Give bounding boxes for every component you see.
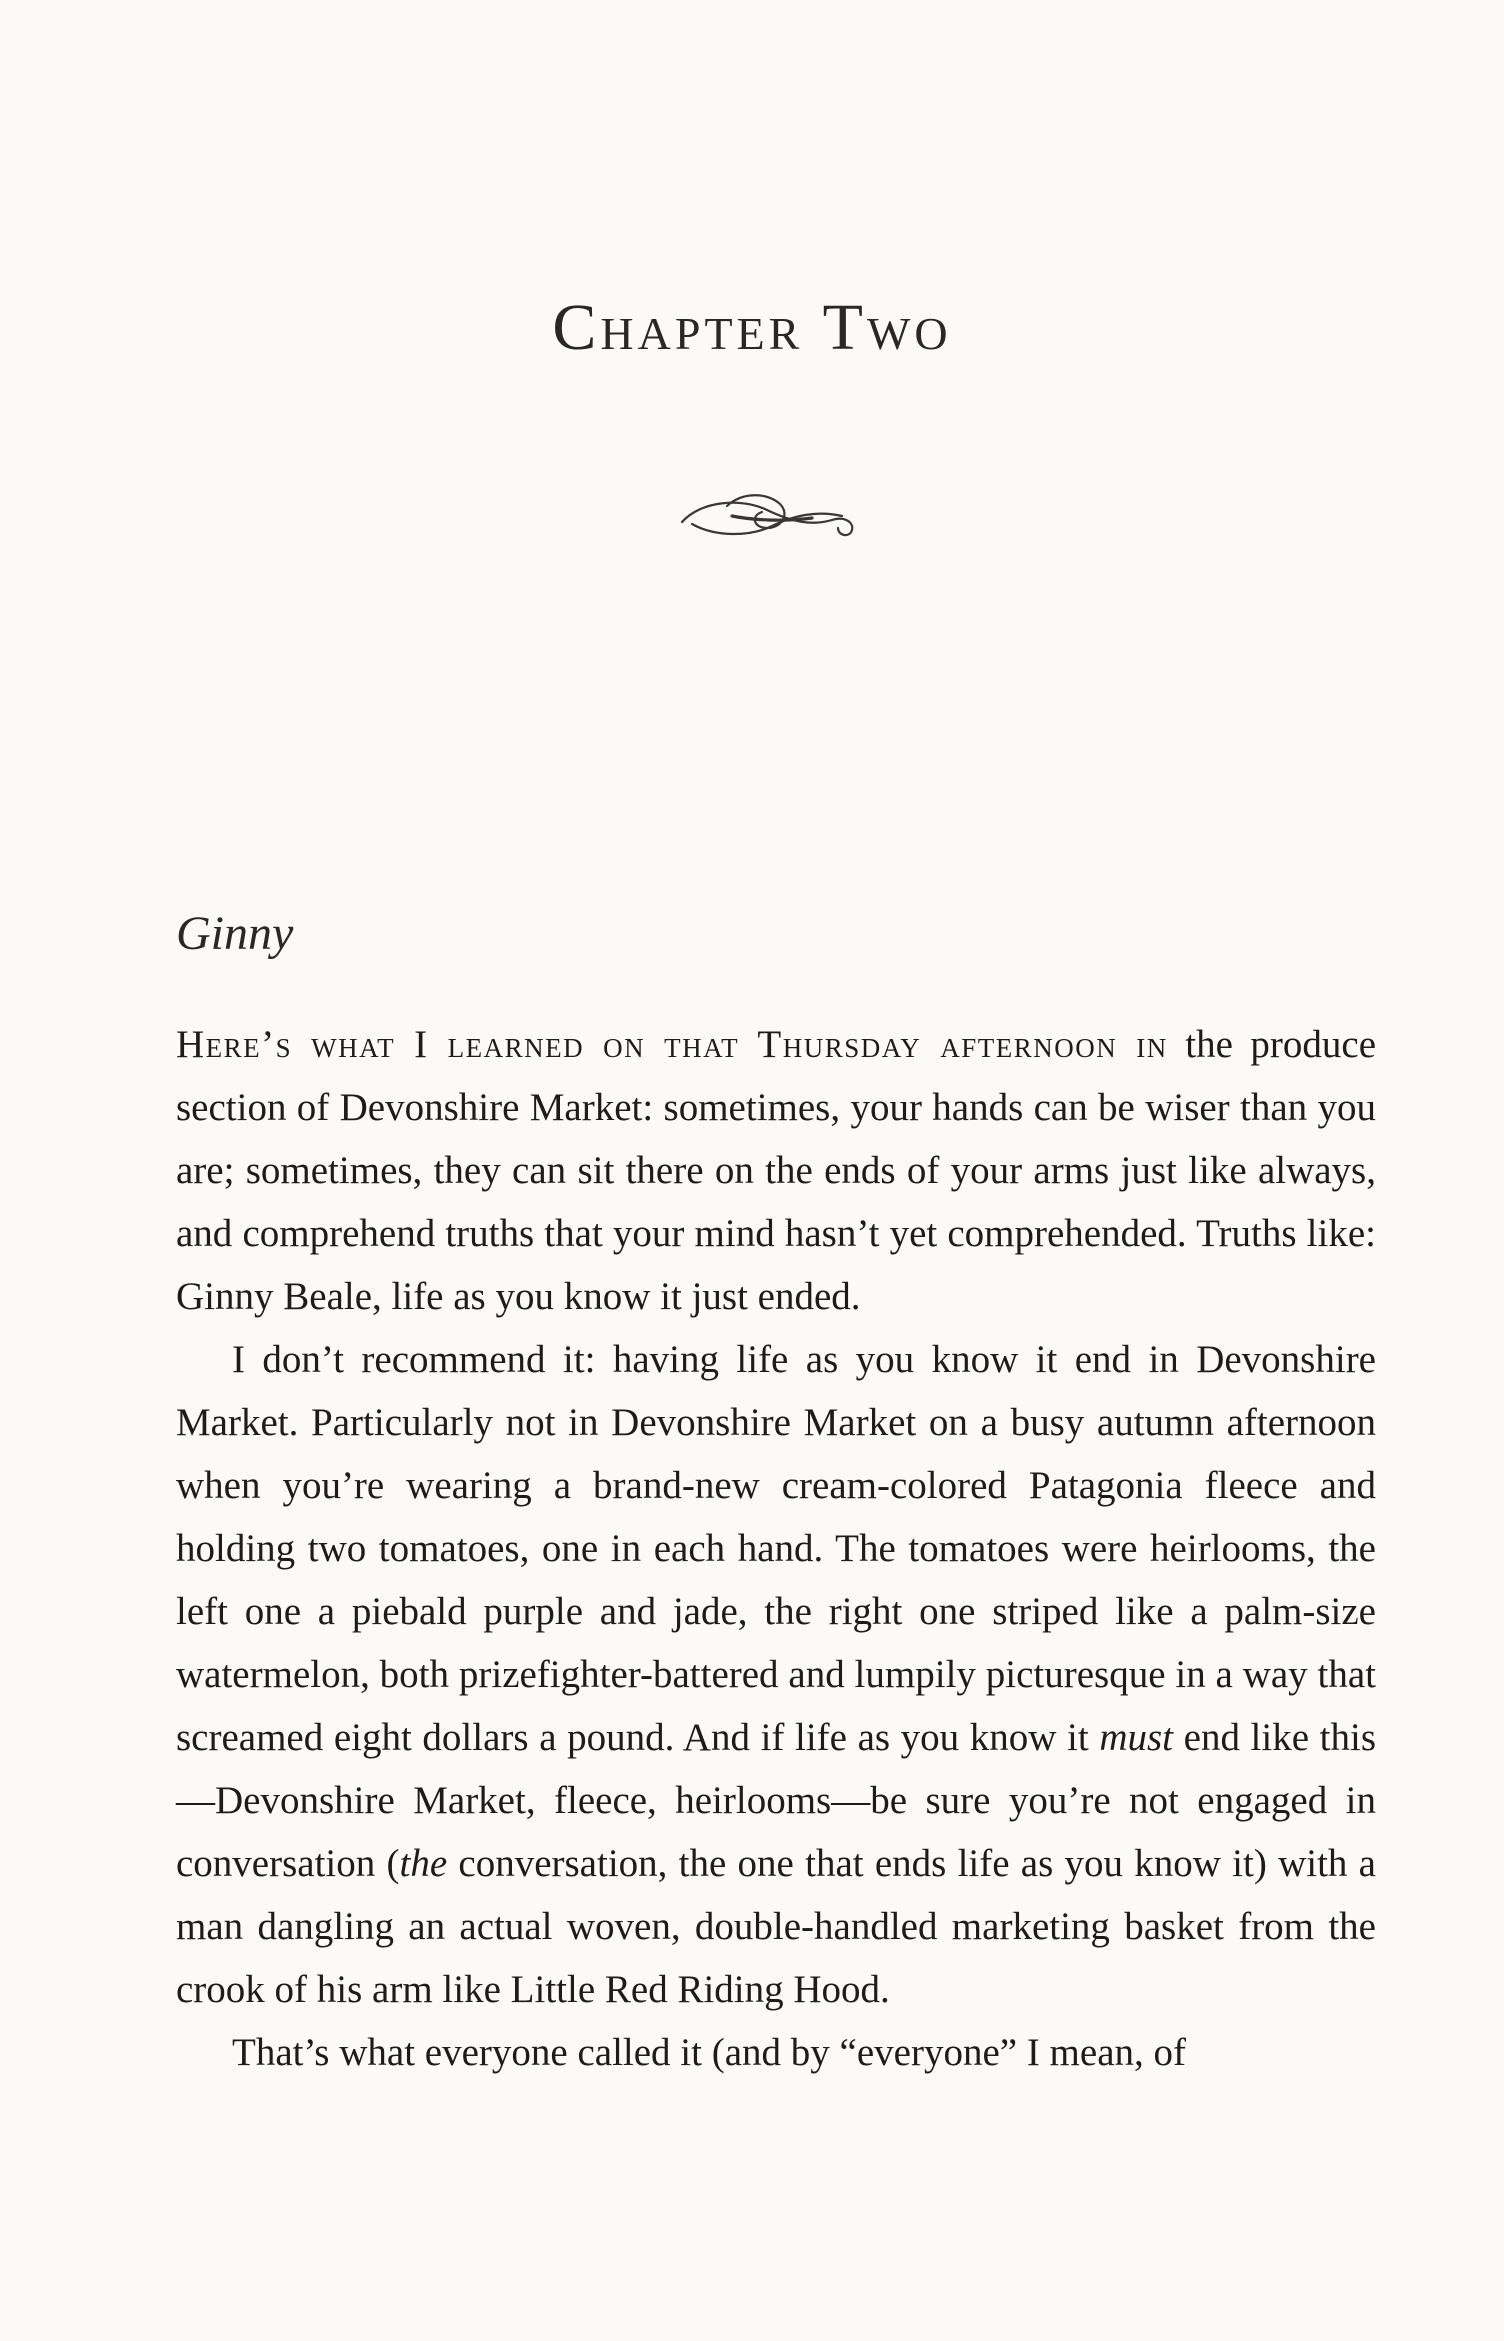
section-heading: Ginny bbox=[176, 907, 294, 960]
flourish-ornament-icon bbox=[672, 480, 872, 550]
paragraph bbox=[176, 1013, 1376, 1328]
paragraph-lead-in: Here’s what I learned on that Thursday afternoon in bbox=[176, 1023, 1168, 1066]
emphasis-text: must bbox=[1099, 1716, 1174, 1759]
paragraph-text: the produce section of Devonshire Market: sometimes, your hands can be wiser than you are; sometimes, they can sit there on the ends of your arms just like always, and comprehend truths that your mind hasn’t yet comprehended. Truths like: Ginny Beale, life as you know it just ended. bbox=[176, 1023, 1376, 1318]
paragraph bbox=[176, 1328, 1376, 2021]
paragraph-text: I don’t recommend it: having life as you know it end in Devonshire Market. Particularly not in Devonshire Market on a busy autumn afternoon when you’re wearing a brand-new cream-colored Patagonia fleece and holding two tomatoes, one in each hand. The tomatoes were heirlooms, the left one a piebald purple and jade, the right one striped like a palm-size watermelon, both prizefighter-battered and lumpily picturesque in a way that screamed eight dollars a pound. And if life as you know it bbox=[176, 1338, 1376, 1759]
paragraph bbox=[176, 2021, 1376, 2084]
emphasis-text: the bbox=[399, 1842, 448, 1885]
chapter-title: Chapter Two bbox=[552, 291, 952, 364]
body-text bbox=[176, 1013, 1376, 2084]
paragraph-text: That’s what everyone called it (and by “everyone” I mean, of bbox=[232, 2031, 1186, 2074]
paragraph-text: end like this—Devonshire Market, fleece, heirlooms—be sure you’re not engaged in conversation ( bbox=[176, 1716, 1376, 1885]
paragraph-text: conversation, the one that ends life as you know it) with a man dangling an actual woven, double-handled marketing basket from the crook of his arm like Little Red Riding Hood. bbox=[176, 1842, 1376, 2011]
